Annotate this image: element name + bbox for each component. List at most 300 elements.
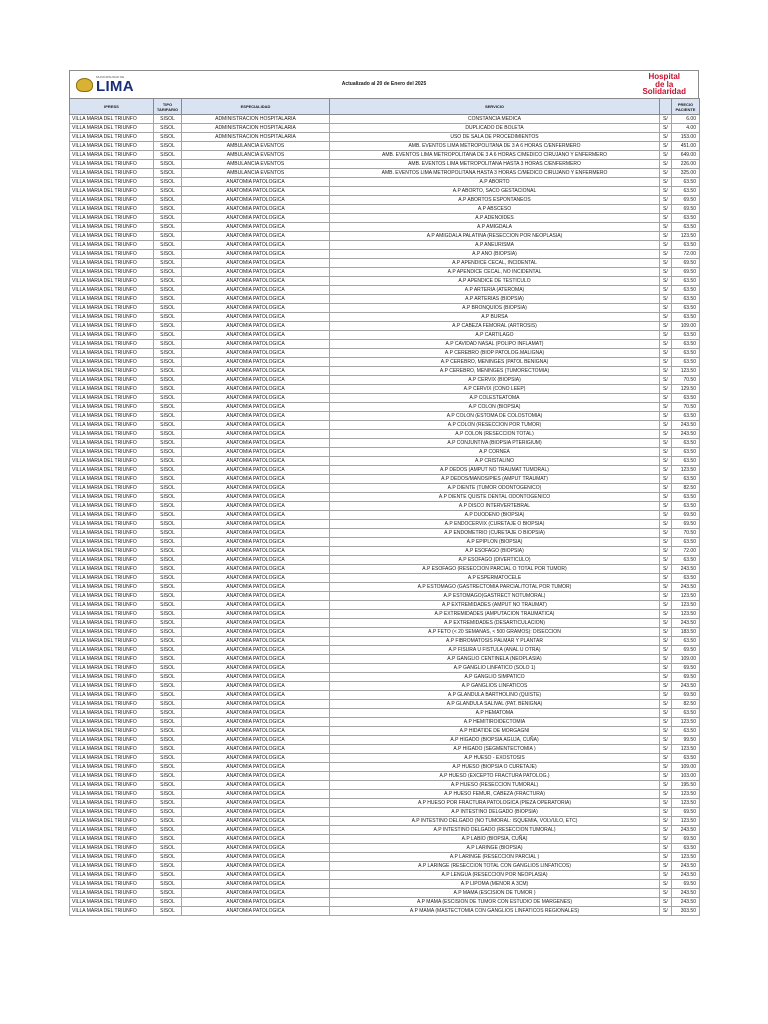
tarifario-cell: SISOL	[154, 664, 182, 673]
especialidad-cell: ANATOMIA PATOLOGICA	[182, 394, 330, 403]
ipress-cell: VILLA MARIA DEL TRIUNFO	[70, 637, 154, 646]
ipress-cell: VILLA MARIA DEL TRIUNFO	[70, 691, 154, 700]
tarifario-cell: SISOL	[154, 475, 182, 484]
table-row	[70, 304, 700, 313]
price-table	[69, 98, 700, 916]
ipress-cell: VILLA MARIA DEL TRIUNFO	[70, 493, 154, 502]
servicio-cell: A.P CONJUNTIVA (BIOPSIA PTERIGIUM)	[330, 439, 660, 448]
currency-cell: S/	[660, 700, 672, 709]
currency-cell: S/	[660, 907, 672, 916]
tarifario-cell: SISOL	[154, 304, 182, 313]
table-row	[70, 862, 700, 871]
currency-cell: S/	[660, 556, 672, 565]
servicio-cell: A.P APENDICE DE TESTICULO	[330, 277, 660, 286]
servicio-cell: A.P EPIPLON (BIOPSIA)	[330, 538, 660, 547]
table-row	[70, 583, 700, 592]
especialidad-cell: ANATOMIA PATOLOGICA	[182, 196, 330, 205]
especialidad-cell: ANATOMIA PATOLOGICA	[182, 484, 330, 493]
especialidad-cell: ANATOMIA PATOLOGICA	[182, 763, 330, 772]
ipress-cell: VILLA MARIA DEL TRIUNFO	[70, 565, 154, 574]
currency-cell: S/	[660, 781, 672, 790]
precio-cell: 63.50	[672, 844, 700, 853]
servicio-cell: A.P ESOFAGO (DIVERTICULO)	[330, 556, 660, 565]
table-row	[70, 691, 700, 700]
ipress-cell: VILLA MARIA DEL TRIUNFO	[70, 205, 154, 214]
currency-cell: S/	[660, 232, 672, 241]
precio-cell: 109.00	[672, 655, 700, 664]
precio-cell: 243.50	[672, 889, 700, 898]
currency-cell: S/	[660, 637, 672, 646]
ipress-cell: VILLA MARIA DEL TRIUNFO	[70, 349, 154, 358]
tarifario-cell: SISOL	[154, 880, 182, 889]
tarifario-cell: SISOL	[154, 682, 182, 691]
tarifario-cell: SISOL	[154, 457, 182, 466]
currency-cell: S/	[660, 493, 672, 502]
tarifario-cell: SISOL	[154, 151, 182, 160]
table-row	[70, 439, 700, 448]
ipress-cell: VILLA MARIA DEL TRIUNFO	[70, 160, 154, 169]
especialidad-cell: ANATOMIA PATOLOGICA	[182, 529, 330, 538]
ipress-cell: VILLA MARIA DEL TRIUNFO	[70, 844, 154, 853]
especialidad-cell: ANATOMIA PATOLOGICA	[182, 673, 330, 682]
precio-cell: 129.50	[672, 385, 700, 394]
especialidad-cell: ANATOMIA PATOLOGICA	[182, 223, 330, 232]
tarifario-cell: SISOL	[154, 376, 182, 385]
tarifario-cell: SISOL	[154, 691, 182, 700]
currency-cell: S/	[660, 484, 672, 493]
ipress-cell: VILLA MARIA DEL TRIUNFO	[70, 853, 154, 862]
table-row	[70, 907, 700, 916]
precio-cell: 63.50	[672, 493, 700, 502]
ipress-cell: VILLA MARIA DEL TRIUNFO	[70, 547, 154, 556]
table-row	[70, 430, 700, 439]
servicio-cell: A.P ABORTOS ESPONTANEOS	[330, 196, 660, 205]
ipress-cell: VILLA MARIA DEL TRIUNFO	[70, 817, 154, 826]
servicio-cell: A.P LIPOMA (MENOR A 3CM)	[330, 880, 660, 889]
precio-cell: 72.00	[672, 547, 700, 556]
servicio-cell: A.P GLANDULA BARTHOLINO (QUISTE)	[330, 691, 660, 700]
currency-cell: S/	[660, 205, 672, 214]
table-row	[70, 592, 700, 601]
table-row	[70, 214, 700, 223]
precio-cell: 243.50	[672, 862, 700, 871]
especialidad-cell: ANATOMIA PATOLOGICA	[182, 664, 330, 673]
currency-cell: S/	[660, 565, 672, 574]
tarifario-cell: SISOL	[154, 538, 182, 547]
servicio-cell: A.P DUODENO (BIOPSIA)	[330, 511, 660, 520]
especialidad-cell: ANATOMIA PATOLOGICA	[182, 781, 330, 790]
currency-cell: S/	[660, 349, 672, 358]
servicio-cell: A.P CABEZA FEMORAL (ARTROSIS)	[330, 322, 660, 331]
column-header-precio-paciente: PRECIO PACIENTE	[672, 99, 700, 115]
table-row	[70, 673, 700, 682]
especialidad-cell: ANATOMIA PATOLOGICA	[182, 493, 330, 502]
servicio-cell: A.P CORNEA	[330, 448, 660, 457]
precio-cell: 243.50	[672, 421, 700, 430]
tarifario-cell: SISOL	[154, 187, 182, 196]
tarifario-cell: SISOL	[154, 421, 182, 430]
ipress-cell: VILLA MARIA DEL TRIUNFO	[70, 511, 154, 520]
table-row	[70, 133, 700, 142]
servicio-cell: A.P DEDOS/MANOS/PIES (AMPUT TRAUMAT)	[330, 475, 660, 484]
precio-cell: 123.50	[672, 799, 700, 808]
currency-cell: S/	[660, 898, 672, 907]
tarifario-cell: SISOL	[154, 844, 182, 853]
especialidad-cell: AMBULANCIA EVENTOS	[182, 169, 330, 178]
ipress-cell: VILLA MARIA DEL TRIUNFO	[70, 727, 154, 736]
especialidad-cell: ANATOMIA PATOLOGICA	[182, 313, 330, 322]
currency-cell: S/	[660, 655, 672, 664]
servicio-cell: A.P COLESTEATOMA	[330, 394, 660, 403]
precio-cell: 63.50	[672, 502, 700, 511]
column-header-blank	[660, 99, 672, 115]
tarifario-cell: SISOL	[154, 223, 182, 232]
currency-cell: S/	[660, 241, 672, 250]
tarifario-cell: SISOL	[154, 889, 182, 898]
ipress-cell: VILLA MARIA DEL TRIUNFO	[70, 439, 154, 448]
especialidad-cell: ANATOMIA PATOLOGICA	[182, 358, 330, 367]
currency-cell: S/	[660, 709, 672, 718]
servicio-cell: A.P HUESO POR FRACTURA PATOLOGICA (PIEZA OPERATORIA)	[330, 799, 660, 808]
servicio-cell: A.P ARTERIAS (BIOPSIA)	[330, 295, 660, 304]
servicio-cell: A.P COLON (BIOPSIA)	[330, 403, 660, 412]
ipress-cell: VILLA MARIA DEL TRIUNFO	[70, 862, 154, 871]
servicio-cell: A.P HUESO - EXOSTOSIS	[330, 754, 660, 763]
tarifario-cell: SISOL	[154, 313, 182, 322]
precio-cell: 69.50	[672, 808, 700, 817]
precio-cell: 63.50	[672, 448, 700, 457]
servicio-cell: A.P HEMATOMA	[330, 709, 660, 718]
servicio-cell: A.P HIDATIDE DE MORGAGNI	[330, 727, 660, 736]
table-row	[70, 205, 700, 214]
currency-cell: S/	[660, 574, 672, 583]
table-row	[70, 754, 700, 763]
ipress-cell: VILLA MARIA DEL TRIUNFO	[70, 664, 154, 673]
currency-cell: S/	[660, 799, 672, 808]
currency-cell: S/	[660, 403, 672, 412]
currency-cell: S/	[660, 358, 672, 367]
tarifario-cell: SISOL	[154, 709, 182, 718]
tarifario-cell: SISOL	[154, 556, 182, 565]
precio-cell: 82.50	[672, 700, 700, 709]
precio-cell: 69.50	[672, 880, 700, 889]
ipress-cell: VILLA MARIA DEL TRIUNFO	[70, 286, 154, 295]
especialidad-cell: ANATOMIA PATOLOGICA	[182, 187, 330, 196]
ipress-cell: VILLA MARIA DEL TRIUNFO	[70, 421, 154, 430]
especialidad-cell: ANATOMIA PATOLOGICA	[182, 727, 330, 736]
hospital-logo-line: Hospital	[648, 72, 680, 81]
servicio-cell: A.P DISCO INTERVERTEBRAL	[330, 502, 660, 511]
ipress-cell: VILLA MARIA DEL TRIUNFO	[70, 763, 154, 772]
tarifario-cell: SISOL	[154, 637, 182, 646]
column-header-tipo-tarifario: TIPO TARIFARIO	[154, 99, 182, 115]
servicio-cell: A.P GANGLIO LINFATICO (SOLO 1)	[330, 664, 660, 673]
ipress-cell: VILLA MARIA DEL TRIUNFO	[70, 304, 154, 313]
ipress-cell: VILLA MARIA DEL TRIUNFO	[70, 376, 154, 385]
servicio-cell: A.P MAMA (ESCISION DE TUMOR CON ESTUDIO DE MARGENES)	[330, 898, 660, 907]
especialidad-cell: AMBULANCIA EVENTOS	[182, 142, 330, 151]
precio-cell: 63.50	[672, 727, 700, 736]
ipress-cell: VILLA MARIA DEL TRIUNFO	[70, 574, 154, 583]
ipress-cell: VILLA MARIA DEL TRIUNFO	[70, 295, 154, 304]
currency-cell: S/	[660, 277, 672, 286]
precio-cell: 123.50	[672, 601, 700, 610]
precio-cell: 183.50	[672, 628, 700, 637]
ipress-cell: VILLA MARIA DEL TRIUNFO	[70, 871, 154, 880]
tarifario-cell: SISOL	[154, 241, 182, 250]
table-row	[70, 628, 700, 637]
ipress-cell: VILLA MARIA DEL TRIUNFO	[70, 700, 154, 709]
especialidad-cell: ANATOMIA PATOLOGICA	[182, 898, 330, 907]
currency-cell: S/	[660, 682, 672, 691]
ipress-cell: VILLA MARIA DEL TRIUNFO	[70, 538, 154, 547]
ipress-cell: VILLA MARIA DEL TRIUNFO	[70, 889, 154, 898]
currency-cell: S/	[660, 691, 672, 700]
especialidad-cell: AMBULANCIA EVENTOS	[182, 151, 330, 160]
ipress-cell: VILLA MARIA DEL TRIUNFO	[70, 151, 154, 160]
ipress-cell: VILLA MARIA DEL TRIUNFO	[70, 610, 154, 619]
ipress-cell: VILLA MARIA DEL TRIUNFO	[70, 412, 154, 421]
precio-cell: 63.50	[672, 304, 700, 313]
precio-cell: 123.50	[672, 610, 700, 619]
especialidad-cell: ANATOMIA PATOLOGICA	[182, 277, 330, 286]
table-row	[70, 799, 700, 808]
currency-cell: S/	[660, 628, 672, 637]
servicio-cell: A.P EXTREMIDADES (DESARTICULACION)	[330, 619, 660, 628]
servicio-cell: A.P HUESO (RESECCION TUMORAL)	[330, 781, 660, 790]
tarifario-cell: SISOL	[154, 160, 182, 169]
especialidad-cell: ADMINISTRACION HOSPITALARIA	[182, 124, 330, 133]
tarifario-cell: SISOL	[154, 655, 182, 664]
precio-cell: 243.50	[672, 430, 700, 439]
currency-cell: S/	[660, 340, 672, 349]
table-row	[70, 331, 700, 340]
tarifario-cell: SISOL	[154, 898, 182, 907]
hospital-logo-line: Solidaridad	[642, 87, 686, 96]
ipress-cell: VILLA MARIA DEL TRIUNFO	[70, 331, 154, 340]
especialidad-cell: ANATOMIA PATOLOGICA	[182, 349, 330, 358]
tarifario-cell: SISOL	[154, 826, 182, 835]
servicio-cell: A.P EXTREMIDADES (AMPUT NO TRAUMAT)	[330, 601, 660, 610]
ipress-cell: VILLA MARIA DEL TRIUNFO	[70, 529, 154, 538]
servicio-cell: AMB. EVENTOS LIMA METROPOLITANA DE 3 A 6 HORAS C/ENFERMERO	[330, 142, 660, 151]
servicio-cell: A.P ARTERIA (ATEROMA)	[330, 286, 660, 295]
table-row	[70, 115, 700, 124]
especialidad-cell: ANATOMIA PATOLOGICA	[182, 790, 330, 799]
updated-date: Actualizado al 20 de Enero del 2025	[341, 81, 427, 87]
currency-cell: S/	[660, 529, 672, 538]
tarifario-cell: SISOL	[154, 124, 182, 133]
table-row	[70, 871, 700, 880]
table-row	[70, 619, 700, 628]
table-row	[70, 322, 700, 331]
currency-cell: S/	[660, 412, 672, 421]
servicio-cell: A.P HEMITIROIDECTOMIA	[330, 718, 660, 727]
ipress-cell: VILLA MARIA DEL TRIUNFO	[70, 673, 154, 682]
precio-cell: 63.50	[672, 295, 700, 304]
precio-cell: 63.50	[672, 538, 700, 547]
currency-cell: S/	[660, 313, 672, 322]
especialidad-cell: ANATOMIA PATOLOGICA	[182, 556, 330, 565]
especialidad-cell: ANATOMIA PATOLOGICA	[182, 736, 330, 745]
especialidad-cell: ANATOMIA PATOLOGICA	[182, 259, 330, 268]
precio-cell: 123.50	[672, 853, 700, 862]
tarifario-cell: SISOL	[154, 835, 182, 844]
servicio-cell: A.P LARINGE (RESECCION TOTAL CON GANGLIOS LINFATICOS)	[330, 862, 660, 871]
currency-cell: S/	[660, 826, 672, 835]
precio-cell: 69.50	[672, 664, 700, 673]
table-row	[70, 295, 700, 304]
servicio-cell: A.P LABIO (BIOPSIA, CUÑA)	[330, 835, 660, 844]
currency-cell: S/	[660, 250, 672, 259]
tarifario-cell: SISOL	[154, 574, 182, 583]
ipress-cell: VILLA MARIA DEL TRIUNFO	[70, 223, 154, 232]
especialidad-cell: ANATOMIA PATOLOGICA	[182, 511, 330, 520]
table-row	[70, 844, 700, 853]
precio-cell: 243.50	[672, 583, 700, 592]
ipress-cell: VILLA MARIA DEL TRIUNFO	[70, 754, 154, 763]
precio-cell: 63.50	[672, 340, 700, 349]
especialidad-cell: ANATOMIA PATOLOGICA	[182, 583, 330, 592]
currency-cell: S/	[660, 394, 672, 403]
currency-cell: S/	[660, 745, 672, 754]
table-row	[70, 547, 700, 556]
servicio-cell: A.P DIENTE (TUMOR ODONTOGENICO)	[330, 484, 660, 493]
currency-cell: S/	[660, 619, 672, 628]
especialidad-cell: ANATOMIA PATOLOGICA	[182, 574, 330, 583]
especialidad-cell: ANATOMIA PATOLOGICA	[182, 655, 330, 664]
hospital-solidaridad-logo	[642, 73, 686, 96]
especialidad-cell: ANATOMIA PATOLOGICA	[182, 871, 330, 880]
currency-cell: S/	[660, 439, 672, 448]
currency-cell: S/	[660, 169, 672, 178]
precio-cell: 123.50	[672, 790, 700, 799]
servicio-cell: A.P HUESO (EXCEPTO FRACTURA PATOLOG.)	[330, 772, 660, 781]
table-row	[70, 682, 700, 691]
table-row	[70, 223, 700, 232]
servicio-cell: A.P MAMA (ESCISION DE TUMOR )	[330, 889, 660, 898]
table-row	[70, 637, 700, 646]
precio-cell: 123.50	[672, 718, 700, 727]
tarifario-cell: SISOL	[154, 430, 182, 439]
servicio-cell: A.P GANGLIOS LINFATICOS	[330, 682, 660, 691]
currency-cell: S/	[660, 502, 672, 511]
tarifario-cell: SISOL	[154, 340, 182, 349]
especialidad-cell: ANATOMIA PATOLOGICA	[182, 367, 330, 376]
tarifario-cell: SISOL	[154, 808, 182, 817]
especialidad-cell: ANATOMIA PATOLOGICA	[182, 772, 330, 781]
table-row	[70, 574, 700, 583]
ipress-cell: VILLA MARIA DEL TRIUNFO	[70, 601, 154, 610]
ipress-cell: VILLA MARIA DEL TRIUNFO	[70, 124, 154, 133]
ipress-cell: VILLA MARIA DEL TRIUNFO	[70, 430, 154, 439]
table-row	[70, 358, 700, 367]
currency-cell: S/	[660, 763, 672, 772]
precio-cell: 69.50	[672, 835, 700, 844]
servicio-cell: A.P HUESO FEMUR, CABEZA (FRACTURA)	[330, 790, 660, 799]
servicio-cell: CONSTANCIA MEDICA	[330, 115, 660, 124]
tarifario-cell: SISOL	[154, 817, 182, 826]
especialidad-cell: ANATOMIA PATOLOGICA	[182, 475, 330, 484]
ipress-cell: VILLA MARIA DEL TRIUNFO	[70, 619, 154, 628]
tarifario-cell: SISOL	[154, 511, 182, 520]
precio-cell: 63.50	[672, 412, 700, 421]
currency-cell: S/	[660, 583, 672, 592]
currency-cell: S/	[660, 322, 672, 331]
table-row	[70, 745, 700, 754]
tarifario-cell: SISOL	[154, 799, 182, 808]
precio-cell: 63.50	[672, 178, 700, 187]
currency-cell: S/	[660, 538, 672, 547]
tarifario-cell: SISOL	[154, 277, 182, 286]
precio-cell: 109.00	[672, 763, 700, 772]
table-row	[70, 259, 700, 268]
ipress-cell: VILLA MARIA DEL TRIUNFO	[70, 394, 154, 403]
tarifario-cell: SISOL	[154, 196, 182, 205]
table-row	[70, 880, 700, 889]
currency-cell: S/	[660, 331, 672, 340]
precio-cell: 649.00	[672, 151, 700, 160]
precio-cell: 123.50	[672, 232, 700, 241]
precio-cell: 63.50	[672, 286, 700, 295]
precio-cell: 243.50	[672, 565, 700, 574]
ipress-cell: VILLA MARIA DEL TRIUNFO	[70, 484, 154, 493]
especialidad-cell: ANATOMIA PATOLOGICA	[182, 691, 330, 700]
especialidad-cell: ANATOMIA PATOLOGICA	[182, 718, 330, 727]
tarifario-cell: SISOL	[154, 142, 182, 151]
ipress-cell: VILLA MARIA DEL TRIUNFO	[70, 313, 154, 322]
especialidad-cell: ANATOMIA PATOLOGICA	[182, 439, 330, 448]
currency-cell: S/	[660, 259, 672, 268]
tarifario-cell: SISOL	[154, 250, 182, 259]
tarifario-cell: SISOL	[154, 394, 182, 403]
ipress-cell: VILLA MARIA DEL TRIUNFO	[70, 520, 154, 529]
precio-cell: 70.50	[672, 529, 700, 538]
ipress-cell: VILLA MARIA DEL TRIUNFO	[70, 448, 154, 457]
table-row	[70, 394, 700, 403]
tarifario-cell: SISOL	[154, 448, 182, 457]
especialidad-cell: ANATOMIA PATOLOGICA	[182, 430, 330, 439]
table-row	[70, 655, 700, 664]
especialidad-cell: ADMINISTRACION HOSPITALARIA	[182, 115, 330, 124]
ipress-cell: VILLA MARIA DEL TRIUNFO	[70, 322, 154, 331]
especialidad-cell: ANATOMIA PATOLOGICA	[182, 880, 330, 889]
ipress-cell: VILLA MARIA DEL TRIUNFO	[70, 718, 154, 727]
currency-cell: S/	[660, 475, 672, 484]
table-row	[70, 646, 700, 655]
ipress-cell: VILLA MARIA DEL TRIUNFO	[70, 790, 154, 799]
servicio-cell: A.P BURSA	[330, 313, 660, 322]
especialidad-cell: ANATOMIA PATOLOGICA	[182, 817, 330, 826]
currency-cell: S/	[660, 160, 672, 169]
currency-cell: S/	[660, 196, 672, 205]
ipress-cell: VILLA MARIA DEL TRIUNFO	[70, 259, 154, 268]
tarifario-cell: SISOL	[154, 385, 182, 394]
ipress-cell: VILLA MARIA DEL TRIUNFO	[70, 268, 154, 277]
tarifario-cell: SISOL	[154, 214, 182, 223]
table-row	[70, 484, 700, 493]
tarifario-cell: SISOL	[154, 754, 182, 763]
tarifario-cell: SISOL	[154, 178, 182, 187]
precio-cell: 63.50	[672, 187, 700, 196]
tarifario-cell: SISOL	[154, 367, 182, 376]
servicio-cell: A.P FETO (< 20 SEMANAS, < 500 GRAMOS): DISECCION	[330, 628, 660, 637]
especialidad-cell: ANATOMIA PATOLOGICA	[182, 376, 330, 385]
table-row	[70, 268, 700, 277]
servicio-cell: A.P COLON (ESTOMA DE COLOSTOMIA)	[330, 412, 660, 421]
table-row	[70, 196, 700, 205]
tarifario-cell: SISOL	[154, 772, 182, 781]
